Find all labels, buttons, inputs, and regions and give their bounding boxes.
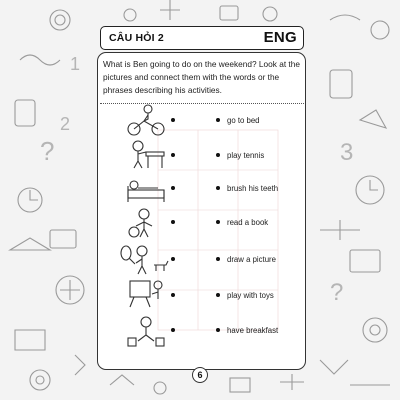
boy-at-table-icon bbox=[124, 138, 168, 172]
boy-with-toys-icon bbox=[124, 314, 168, 348]
boy-on-bicycle-icon bbox=[124, 103, 168, 137]
boy-lying-on-bed-icon bbox=[124, 172, 168, 206]
picture-dot[interactable] bbox=[171, 328, 175, 332]
svg-text:?: ? bbox=[40, 136, 55, 166]
picture-dot[interactable] bbox=[171, 118, 175, 122]
phrase-label: go to bed bbox=[227, 116, 260, 125]
phrase-dot[interactable] bbox=[216, 328, 220, 332]
phrase-dot[interactable] bbox=[216, 186, 220, 190]
phrase-dot[interactable] bbox=[216, 118, 220, 122]
boy-with-racket-and-dog-icon bbox=[118, 243, 162, 277]
phrase-dot[interactable] bbox=[216, 153, 220, 157]
question-text: What is Ben going to do on the weekend? Look at the pictures and connect them with the words or the phrases describing his activities. bbox=[103, 59, 300, 95]
phrase-label: play with toys bbox=[227, 291, 274, 300]
picture-dot[interactable] bbox=[171, 257, 175, 261]
svg-text:?: ? bbox=[330, 279, 344, 306]
phrase-dot[interactable] bbox=[216, 220, 220, 224]
subject-label: ENG bbox=[263, 29, 297, 46]
phrase-dot[interactable] bbox=[216, 257, 220, 261]
picture-dot[interactable] bbox=[171, 153, 175, 157]
page-number: 6 bbox=[192, 367, 208, 383]
picture-dot[interactable] bbox=[171, 220, 175, 224]
svg-text:2: 2 bbox=[60, 114, 71, 134]
picture-dot[interactable] bbox=[171, 293, 175, 297]
picture-dot[interactable] bbox=[171, 186, 175, 190]
boy-with-ball-icon bbox=[124, 206, 168, 240]
phrase-label: brush his teeth bbox=[227, 184, 279, 193]
phrase-label: have breakfast bbox=[227, 326, 279, 335]
phrase-label: read a book bbox=[227, 218, 269, 227]
boy-at-easel-icon bbox=[124, 275, 168, 309]
phrase-label: play tennis bbox=[227, 151, 265, 160]
phrase-dot[interactable] bbox=[216, 293, 220, 297]
question-header bbox=[100, 26, 304, 50]
question-title: CÂU HỎI 2 bbox=[109, 32, 164, 44]
svg-text:3: 3 bbox=[340, 139, 354, 166]
svg-text:1: 1 bbox=[70, 54, 81, 74]
phrase-label: draw a picture bbox=[227, 255, 276, 264]
